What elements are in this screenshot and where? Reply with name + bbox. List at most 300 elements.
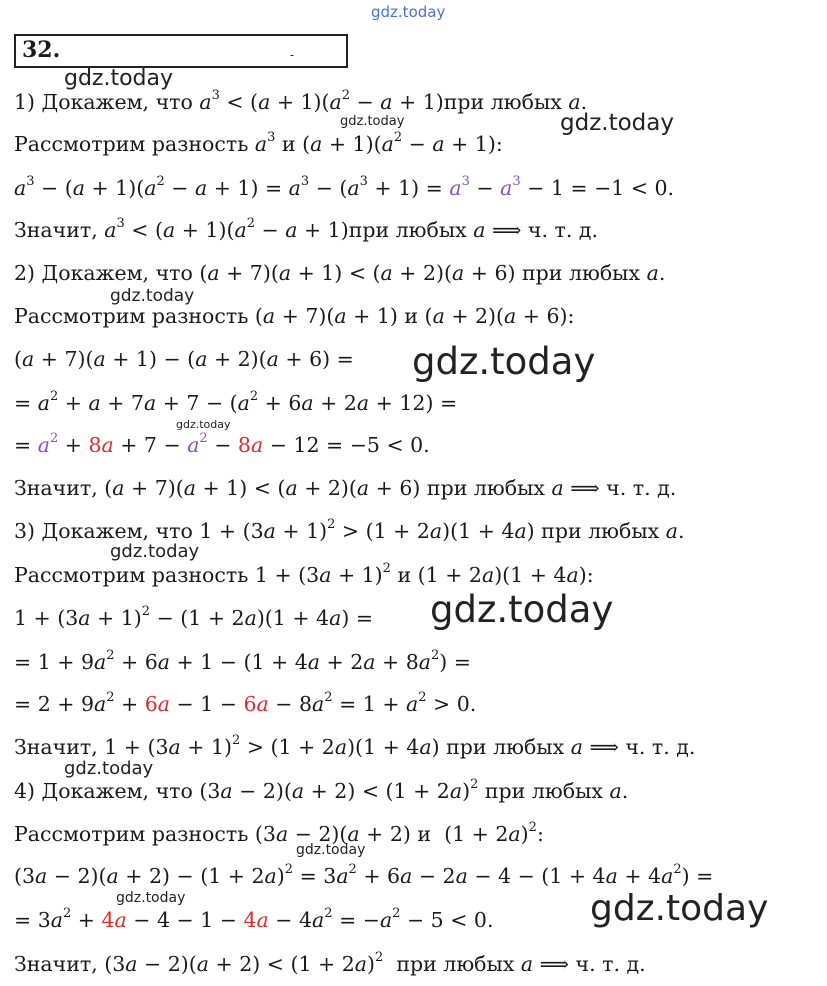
- text-segment: (: [14, 347, 22, 371]
- text-segment: = 1 + 9: [14, 650, 94, 674]
- math-line: [14, 561, 823, 589]
- text-segment: < (: [124, 218, 163, 242]
- text-segment: + 7)(: [275, 304, 335, 328]
- exponent: 3: [461, 174, 470, 190]
- text-segment: +: [71, 908, 102, 932]
- text-segment: + 2)(: [207, 347, 267, 371]
- text-segment: − 2: [412, 864, 456, 888]
- text-segment: a: [94, 692, 107, 716]
- text-segment: Рассмотрим разность (: [14, 304, 263, 328]
- math-line: [14, 431, 823, 459]
- text-segment: 8: [237, 433, 251, 457]
- watermark: gdz.today: [412, 340, 596, 383]
- watermark: gdz.today: [64, 758, 154, 779]
- exponent: 2: [232, 733, 241, 749]
- exponent: 2: [324, 906, 333, 922]
- text-segment: )(1 + 4: [442, 519, 515, 543]
- text-segment: ⟹ ч. т. д.: [485, 218, 599, 242]
- text-segment: =: [14, 391, 38, 415]
- text-segment: a: [285, 218, 298, 242]
- text-segment: + 1) =: [207, 176, 289, 200]
- math-line: [14, 345, 823, 373]
- text-segment: − 4 − (1 + 4: [467, 864, 606, 888]
- math-line: [14, 777, 823, 805]
- exponent: 2: [106, 690, 115, 706]
- exponent: 2: [327, 517, 336, 533]
- text-segment: + 6: [258, 391, 302, 415]
- text-segment: ):: [578, 563, 594, 587]
- text-segment: при любых: [383, 952, 521, 976]
- text-segment: ) =: [439, 650, 471, 674]
- exponent: 2: [246, 216, 255, 232]
- text-segment: = −: [332, 908, 380, 932]
- exponent: 3: [26, 174, 35, 190]
- math-line: [14, 474, 823, 502]
- text-segment: 4: [243, 908, 257, 932]
- text-segment: a: [380, 261, 393, 285]
- text-segment: a: [307, 650, 321, 674]
- math-line: [14, 690, 823, 718]
- exponent: 3: [116, 216, 125, 232]
- text-segment: Рассмотрим разность (3: [14, 822, 276, 846]
- text-segment: − 4: [268, 908, 313, 932]
- text-segment: + 2)(: [392, 261, 452, 285]
- text-segment: −: [164, 176, 195, 200]
- text-segment: + 1)(: [270, 90, 330, 114]
- text-segment: ): [276, 864, 285, 888]
- text-segment: a: [568, 90, 581, 114]
- text-segment: + 1) < (: [291, 261, 381, 285]
- exponent: 3: [359, 174, 368, 190]
- text-segment: a: [35, 864, 48, 888]
- exercise-number: 32.: [22, 37, 61, 63]
- text-segment: a: [157, 692, 171, 716]
- text-segment: a: [312, 908, 325, 932]
- text-segment: a: [168, 735, 181, 759]
- exponent: 2: [392, 906, 401, 922]
- text-segment: a: [429, 519, 443, 543]
- text-segment: a: [551, 476, 564, 500]
- math-line: [14, 130, 823, 158]
- exponent: 3: [267, 130, 276, 146]
- text-segment: + 1)при любых: [392, 90, 569, 114]
- text-segment: − 2)(: [47, 864, 107, 888]
- text-segment: − 1 −: [170, 692, 244, 716]
- text-segment: a: [432, 132, 445, 156]
- text-segment: Рассмотрим разность: [14, 132, 255, 156]
- text-segment: a: [381, 132, 394, 156]
- text-segment: = 3: [293, 864, 337, 888]
- exponent: 2: [348, 862, 357, 878]
- text-segment: a: [37, 433, 50, 457]
- text-segment: + 2: [320, 650, 364, 674]
- text-segment: + 6) при любых: [464, 261, 647, 285]
- text-segment: − 12 = −5 < 0.: [263, 433, 430, 457]
- exponent: 2: [249, 389, 259, 405]
- text-segment: a: [112, 476, 125, 500]
- text-segment: > 0.: [426, 692, 477, 716]
- text-segment: + 7 −: [113, 433, 188, 457]
- text-segment: a: [244, 606, 257, 630]
- text-segment: + 7: [100, 391, 144, 415]
- text-segment: + 1) и (: [346, 304, 433, 328]
- text-segment: 8: [88, 433, 102, 457]
- text-segment: ): [367, 952, 376, 976]
- text-segment: a: [665, 519, 678, 543]
- text-segment: a: [264, 864, 277, 888]
- text-segment: .: [580, 90, 588, 114]
- text-segment: a: [406, 692, 419, 716]
- text-segment: + 2)(: [297, 476, 357, 500]
- text-segment: ⟹ ч. т. д.: [563, 476, 677, 500]
- text-segment: a: [504, 304, 517, 328]
- text-segment: + 1) =: [367, 176, 450, 200]
- text-segment: −: [350, 90, 381, 114]
- text-segment: ) =: [341, 606, 374, 630]
- text-segment: и (: [275, 132, 311, 156]
- text-segment: > (1 + 2: [240, 735, 335, 759]
- text-segment: ⟹ ч. т. д.: [533, 952, 646, 976]
- text-segment: a: [508, 822, 521, 846]
- text-segment: a: [310, 132, 323, 156]
- text-segment: a: [183, 476, 196, 500]
- text-segment: − (1 + 2: [150, 606, 245, 630]
- text-segment: < (: [219, 90, 259, 114]
- text-segment: a: [334, 304, 347, 328]
- text-segment: 1) Докажем, что: [14, 90, 200, 114]
- text-segment: a: [106, 864, 119, 888]
- text-segment: a: [250, 433, 264, 457]
- text-segment: a: [570, 735, 583, 759]
- text-segment: a: [72, 176, 85, 200]
- exponent: 2: [382, 561, 391, 577]
- text-segment: + 7)(: [219, 261, 279, 285]
- text-segment: 1 + (3: [14, 606, 79, 630]
- exponent: 2: [673, 862, 682, 878]
- text-segment: 3) Докажем, что 1 + (3: [14, 519, 264, 543]
- text-segment: + 2: [313, 391, 357, 415]
- text-segment: Значит, (3: [14, 952, 126, 976]
- text-segment: a: [88, 391, 101, 415]
- text-segment: + 8: [375, 650, 419, 674]
- text-segment: ) при любых: [431, 735, 571, 759]
- text-segment: a: [256, 692, 269, 716]
- text-segment: )(1 + 4: [256, 606, 330, 630]
- text-segment: − 4 − 1 −: [126, 908, 244, 932]
- text-segment: a: [234, 218, 247, 242]
- text-segment: Рассмотрим разность 1 + (3: [14, 563, 320, 587]
- exponent: 2: [49, 389, 59, 405]
- text-segment: a: [605, 864, 618, 888]
- text-segment: a: [291, 779, 305, 803]
- text-segment: a: [566, 563, 579, 587]
- math-line: [14, 259, 823, 287]
- watermark: gdz.today: [590, 888, 769, 929]
- watermark: gdz.today: [560, 110, 674, 136]
- text-segment: 4: [101, 908, 115, 932]
- math-line: [14, 517, 823, 545]
- text-segment: a: [125, 952, 138, 976]
- exponent: 2: [141, 604, 151, 620]
- watermark: gdz.today: [340, 114, 405, 129]
- exponent: 3: [300, 174, 310, 190]
- text-segment: 6: [243, 692, 257, 716]
- exponent: 2: [470, 777, 479, 793]
- text-segment: − 2)(: [137, 952, 197, 976]
- text-segment: a: [452, 261, 465, 285]
- text-segment: + 2) < (1 + 2: [304, 779, 450, 803]
- exponent: 2: [156, 174, 165, 190]
- math-line: [14, 604, 823, 632]
- text-segment: a: [101, 433, 114, 457]
- text-segment: a: [449, 779, 463, 803]
- text-segment: a: [14, 176, 27, 200]
- text-segment: a: [275, 822, 289, 846]
- text-segment: Значит,: [14, 218, 105, 242]
- text-segment: a: [500, 176, 513, 200]
- text-segment: a: [256, 908, 269, 932]
- watermark: gdz.today: [296, 842, 366, 858]
- text-segment: a: [194, 176, 208, 200]
- text-segment: ⟹ ч. т. д.: [582, 735, 696, 759]
- text-segment: a: [481, 563, 495, 587]
- watermark: gdz.today: [110, 286, 195, 306]
- exponent: 2: [199, 431, 208, 447]
- text-segment: −: [254, 218, 286, 242]
- header-mark: -: [290, 48, 295, 62]
- text-segment: a: [363, 650, 376, 674]
- math-line: [14, 950, 823, 978]
- text-segment: = 3: [14, 908, 51, 932]
- text-segment: − (: [309, 176, 348, 200]
- text-segment: при любых: [478, 779, 610, 803]
- math-line: [14, 906, 823, 934]
- text-segment: ) =: [681, 864, 714, 888]
- exponent: 2: [393, 130, 403, 146]
- text-segment: a: [329, 90, 342, 114]
- text-segment: + 1)при любых: [297, 218, 474, 242]
- text-segment: + 1): [180, 735, 233, 759]
- text-segment: a: [262, 304, 276, 328]
- text-segment: a: [379, 908, 393, 932]
- text-segment: − 8: [268, 692, 313, 716]
- text-segment: a: [278, 261, 292, 285]
- text-segment: a: [258, 90, 271, 114]
- text-segment: a: [157, 650, 171, 674]
- text-segment: − 1 = −1 < 0.: [520, 176, 675, 200]
- text-segment: − 5 < 0.: [400, 908, 494, 932]
- text-segment: (3: [14, 864, 36, 888]
- text-segment: a: [449, 176, 462, 200]
- text-segment: a: [356, 476, 370, 500]
- text-segment: a: [347, 822, 360, 846]
- exponent: 2: [341, 88, 351, 104]
- text-segment: a: [400, 864, 413, 888]
- text-segment: 2) Докажем, что (: [14, 261, 208, 285]
- text-segment: a: [661, 864, 674, 888]
- text-segment: − 2)(: [232, 779, 292, 803]
- text-segment: ): [520, 822, 529, 846]
- text-segment: =: [14, 433, 38, 457]
- text-segment: + 6) =: [278, 347, 354, 371]
- exponent: 3: [512, 174, 521, 190]
- math-line: [14, 389, 823, 417]
- math-line: [14, 174, 823, 202]
- text-segment: +: [114, 692, 145, 716]
- exponent: 2: [418, 690, 427, 706]
- text-segment: + 1): [90, 606, 142, 630]
- text-segment: 4) Докажем, что (3: [14, 779, 221, 803]
- text-segment: a: [237, 391, 250, 415]
- text-segment: a: [114, 908, 127, 932]
- text-segment: a: [94, 650, 107, 674]
- text-segment: + 1):: [444, 132, 503, 156]
- text-segment: + 4: [617, 864, 662, 888]
- text-segment: 6: [144, 692, 158, 716]
- exercise-header-box: [14, 34, 348, 68]
- text-segment: )(1 + 4: [347, 735, 420, 759]
- text-segment: :: [536, 822, 544, 846]
- text-segment: a: [78, 606, 91, 630]
- text-segment: a: [220, 779, 233, 803]
- text-segment: a: [263, 519, 276, 543]
- text-segment: a: [334, 735, 348, 759]
- watermark-top: gdz.today: [371, 3, 446, 21]
- text-segment: a: [285, 476, 298, 500]
- watermark: gdz.today: [430, 588, 614, 631]
- watermark: gdz.today: [110, 541, 200, 562]
- text-segment: a: [609, 779, 622, 803]
- text-segment: a: [22, 347, 35, 371]
- watermark: gdz.today: [64, 66, 174, 91]
- text-segment: ): [462, 779, 471, 803]
- text-segment: + 1)(: [175, 218, 235, 242]
- math-line: [14, 820, 823, 848]
- text-segment: Значит, 1 + (3: [14, 735, 169, 759]
- exponent: 2: [324, 690, 333, 706]
- text-segment: a: [329, 606, 342, 630]
- text-segment: + 1 − (1 + 4: [170, 650, 308, 674]
- math-line: [14, 733, 823, 761]
- text-segment: + 1) < (: [195, 476, 286, 500]
- text-segment: .: [678, 519, 685, 543]
- text-segment: a: [37, 391, 50, 415]
- text-segment: + 6: [356, 864, 401, 888]
- text-segment: a: [419, 735, 432, 759]
- text-segment: a: [301, 391, 314, 415]
- watermark: gdz.today: [176, 418, 231, 431]
- text-segment: и (1 + 2: [390, 563, 482, 587]
- exponent: 2: [431, 648, 440, 664]
- text-segment: + 6):: [516, 304, 575, 328]
- watermark: gdz.today: [116, 890, 186, 906]
- text-segment: −: [469, 176, 501, 200]
- text-segment: a: [473, 218, 486, 242]
- text-segment: a: [520, 952, 534, 976]
- text-segment: + 1)(: [322, 132, 382, 156]
- text-segment: )(1 + 4: [494, 563, 567, 587]
- text-segment: + 1)(: [84, 176, 145, 200]
- text-segment: + 12) =: [369, 391, 458, 415]
- exponent: 2: [62, 906, 72, 922]
- text-segment: a: [196, 952, 210, 976]
- text-segment: a: [93, 347, 106, 371]
- text-segment: + 7)(: [124, 476, 184, 500]
- text-segment: Значит, (: [14, 476, 113, 500]
- exponent: 2: [284, 862, 294, 878]
- text-segment: a: [336, 864, 349, 888]
- text-segment: + 2) < (1 + 2: [209, 952, 355, 976]
- text-segment: a: [266, 347, 279, 371]
- text-segment: a: [319, 563, 332, 587]
- text-segment: a: [380, 90, 393, 114]
- text-segment: a: [199, 90, 212, 114]
- text-segment: a: [195, 347, 208, 371]
- text-segment: + 2)(: [444, 304, 505, 328]
- text-segment: +: [58, 433, 89, 457]
- text-segment: +: [58, 391, 89, 415]
- text-segment: + 1): [331, 563, 383, 587]
- text-segment: = 1 +: [332, 692, 407, 716]
- exponent: 2: [375, 950, 384, 966]
- exponent: 2: [49, 431, 59, 447]
- text-segment: a: [354, 952, 368, 976]
- text-segment: = 2 + 9: [14, 692, 94, 716]
- text-segment: ) при любых: [526, 519, 666, 543]
- text-segment: −: [207, 433, 238, 457]
- text-segment: −: [402, 132, 433, 156]
- exponent: 3: [211, 88, 220, 104]
- math-line: [14, 302, 823, 330]
- text-segment: a: [162, 218, 176, 242]
- text-segment: a: [432, 304, 445, 328]
- text-segment: + 2) и (1 + 2: [359, 822, 509, 846]
- exponent: 2: [528, 820, 537, 836]
- text-segment: .: [621, 779, 629, 803]
- text-segment: a: [104, 218, 117, 242]
- text-segment: a: [187, 433, 200, 457]
- exponent: 2: [106, 648, 115, 664]
- math-line: [14, 88, 823, 116]
- text-segment: a: [646, 261, 659, 285]
- math-line: [14, 862, 823, 890]
- text-segment: a: [207, 261, 220, 285]
- math-line: [14, 216, 823, 244]
- text-segment: a: [254, 132, 268, 156]
- text-segment: − (: [34, 176, 73, 200]
- text-segment: a: [143, 391, 157, 415]
- text-segment: + 6: [114, 650, 158, 674]
- text-segment: a: [418, 650, 432, 674]
- text-segment: a: [347, 176, 360, 200]
- text-segment: + 1) − (: [105, 347, 196, 371]
- text-segment: > (1 + 2: [335, 519, 430, 543]
- text-segment: − 2)(: [288, 822, 348, 846]
- text-segment: + 7)(: [34, 347, 94, 371]
- text-segment: a: [312, 692, 325, 716]
- math-line: [14, 648, 823, 676]
- text-segment: a: [144, 176, 157, 200]
- text-segment: a: [50, 908, 63, 932]
- text-segment: a: [288, 176, 301, 200]
- text-segment: + 2) − (1 + 2: [118, 864, 265, 888]
- text-segment: + 7 − (: [156, 391, 238, 415]
- text-segment: + 1): [275, 519, 328, 543]
- text-segment: a: [455, 864, 468, 888]
- text-segment: a: [514, 519, 527, 543]
- text-segment: + 6) при любых: [369, 476, 552, 500]
- text-segment: .: [658, 261, 666, 285]
